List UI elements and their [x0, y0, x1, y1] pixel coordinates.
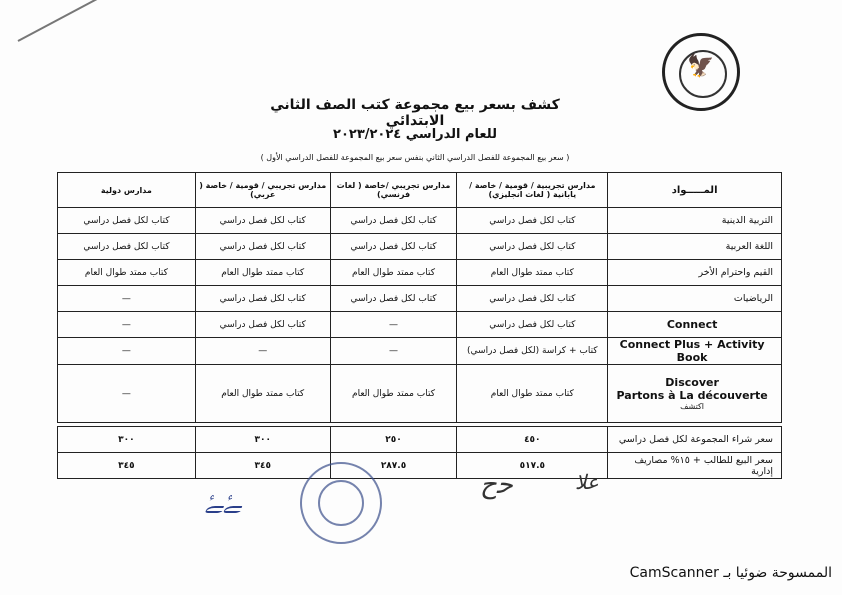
book-cell: كتاب ممتد طوال العام [457, 365, 608, 423]
official-stamp-inner [318, 480, 364, 526]
book-cell: — [58, 365, 196, 423]
subject-name: Discover [665, 376, 719, 389]
price-cell: ٥١٧.٥ [457, 453, 608, 479]
book-cell: كتاب لكل فصل دراسي [457, 208, 608, 234]
camscanner-watermark: الممسوحة ضوئيا بـ CamScanner [629, 565, 832, 581]
table-row [58, 338, 782, 365]
price-cell: ٢٨٧.٥ [330, 453, 457, 479]
table-row [58, 365, 782, 423]
book-cell: كتاب ممتد طوال العام [457, 260, 608, 286]
signature: ﻋﻼ [575, 470, 599, 494]
subject-name: Connect [666, 318, 718, 331]
subject-cell [608, 286, 782, 312]
subject-cell [608, 312, 782, 338]
price-row [58, 453, 782, 479]
subject-cell [608, 338, 782, 365]
price-cell: ٣٠٠ [195, 427, 330, 453]
subject-name: اللغة العربية [725, 241, 773, 252]
subject-cell [608, 208, 782, 234]
book-cell: كتاب لكل فصل دراسي [330, 234, 457, 260]
book-cell: كتاب لكل فصل دراسي [58, 234, 196, 260]
price-cell: ٤٥٠ [457, 427, 608, 453]
price-cell: ٣٠٠ [58, 427, 196, 453]
table-row [58, 208, 782, 234]
column-header: المـــــواد [608, 173, 782, 208]
book-cell: كتاب لكل فصل دراسي [195, 234, 330, 260]
book-cell: كتاب لكل فصل دراسي [58, 208, 196, 234]
book-cell: كتاب لكل فصل دراسي [457, 312, 608, 338]
book-cell: كتاب + كراسة (لكل فصل دراسي) [457, 338, 608, 365]
book-cell: — [58, 338, 196, 365]
book-cell: كتاب لكل فصل دراسي [195, 208, 330, 234]
subject-name: Connect Plus + Activity Book [619, 338, 765, 364]
subject-cell [608, 365, 782, 423]
price-label: سعر شراء المجموعة لكل فصل دراسي [608, 427, 782, 453]
price-label: سعر البيع للطالب + ١٥% مصاريف إدارية [608, 453, 782, 479]
table-row [58, 260, 782, 286]
book-cell: كتاب لكل فصل دراسي [457, 286, 608, 312]
column-header: مدارس دولية [58, 173, 196, 208]
book-cell: — [330, 338, 457, 365]
document-title: كشف بسعر بيع مجموعة كتب الصف الثاني الابتدائي [270, 97, 560, 129]
subject-cell [608, 260, 782, 286]
subject-name: الرياضيات [733, 293, 773, 304]
book-cell: — [58, 286, 196, 312]
table-row [58, 286, 782, 312]
column-header: مدارس تجريبي / قومية / خاصة ( عربي) [195, 173, 330, 208]
price-cell: ٢٥٠ [330, 427, 457, 453]
book-cell: كتاب ممتد طوال العام [195, 260, 330, 286]
price-row [58, 427, 782, 453]
price-cell: ٣٤٥ [58, 453, 196, 479]
book-cell: — [195, 338, 330, 365]
book-cell: كتاب ممتد طوال العام [58, 260, 196, 286]
table-row [58, 234, 782, 260]
column-header: مدارس تجريبية / قومية / خاصة / يابانية ( لغات انجليزي) [457, 173, 608, 208]
book-cell: كتاب ممتد طوال العام [195, 365, 330, 423]
subject-name: التربية الدينية [721, 215, 773, 226]
ministry-seal-logo: 🦅 [662, 33, 740, 111]
column-header: مدارس تجريبي /خاصة ( لغات فرنسي) [330, 173, 457, 208]
academic-year: للعام الدراسي ٢٠٢٣/٢٠٢٤ [333, 127, 497, 142]
subject-name-fr: Partons à La découverte [616, 389, 768, 402]
table-row [58, 312, 782, 338]
book-cell: كتاب لكل فصل دراسي [195, 312, 330, 338]
book-cell: كتاب ممتد طوال العام [330, 365, 457, 423]
book-cell: — [330, 312, 457, 338]
book-cell: — [58, 312, 196, 338]
signature: ﺣﺡ [480, 470, 513, 500]
book-cell: كتاب لكل فصل دراسي [457, 234, 608, 260]
pricing-note: ( سعر بيع المجموعة للفصل الدراسي الثاني بنفس سعر بيع المجموعة للفصل الدراسي الأول ) [260, 153, 570, 162]
subject-cell [608, 234, 782, 260]
book-price-table [57, 172, 782, 479]
book-cell: كتاب لكل فصل دراسي [330, 286, 457, 312]
paper-edge [18, 0, 98, 42]
signature: ﮱﮱ [205, 485, 242, 515]
book-cell: كتاب ممتد طوال العام [330, 260, 457, 286]
price-cell: ٣٤٥ [195, 453, 330, 479]
book-cell: كتاب لكل فصل دراسي [330, 208, 457, 234]
subject-name-ar: اكتشف [680, 402, 705, 411]
subject-name: القيم واحترام الأخر [698, 267, 773, 278]
table-header-row [58, 173, 782, 208]
book-cell: كتاب لكل فصل دراسي [195, 286, 330, 312]
